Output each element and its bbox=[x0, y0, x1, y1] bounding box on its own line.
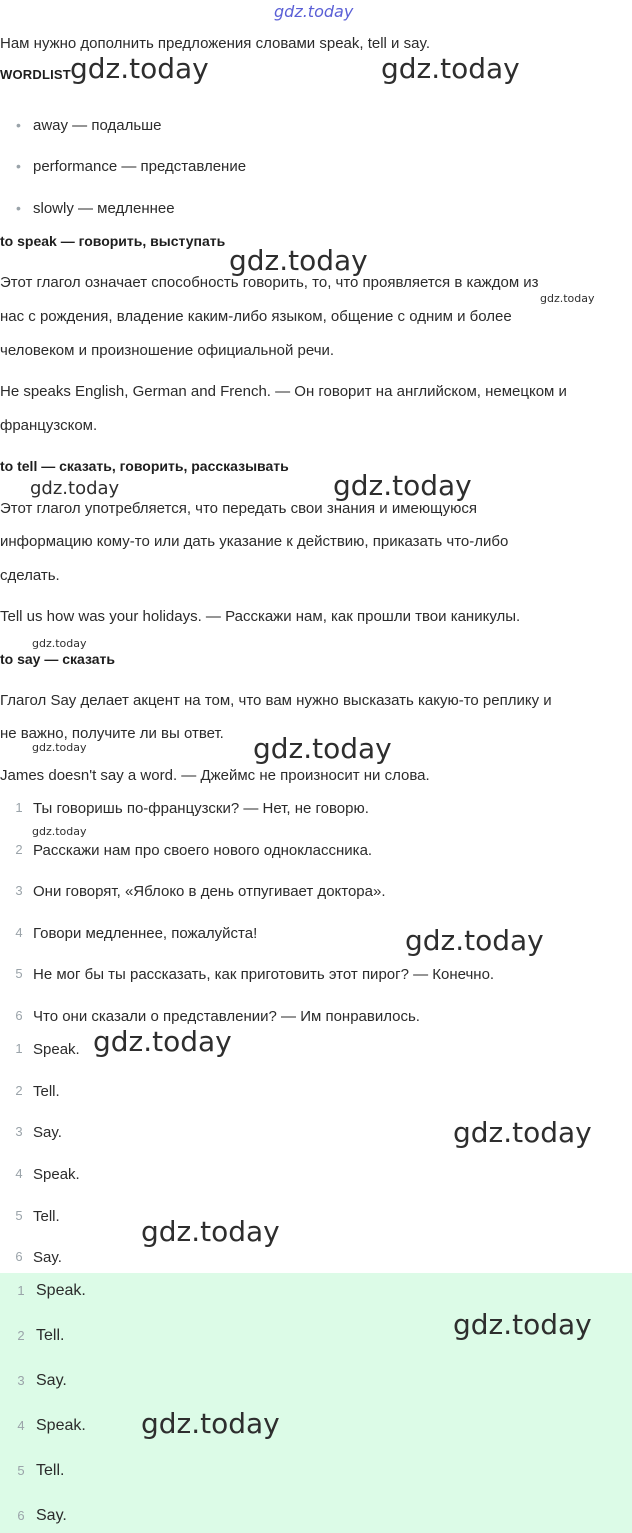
answer-text: Speak. bbox=[33, 1166, 80, 1183]
tell-heading: to tell — сказать, говорить, рассказывать bbox=[0, 458, 289, 474]
final-answer-number: 6 bbox=[17, 1508, 25, 1523]
watermark: gdz.today bbox=[32, 825, 87, 838]
watermark: gdz.today bbox=[141, 1407, 280, 1440]
answer-text: Tell. bbox=[33, 1208, 60, 1225]
sentence-text: Не мог бы ты рассказать, как приготовить этот пирог? — Конечно. bbox=[33, 966, 495, 983]
answer-number: 4 bbox=[15, 1166, 23, 1181]
final-answer-number: 5 bbox=[17, 1463, 25, 1478]
watermark: gdz.today bbox=[405, 924, 544, 957]
say-line: не важно, получите ли вы ответ. bbox=[0, 725, 224, 742]
tell-line: сделать. bbox=[0, 567, 60, 584]
wordlist-item: slowly — медленнее bbox=[33, 200, 175, 217]
answer-text: Say. bbox=[33, 1249, 62, 1266]
watermark: gdz.today bbox=[381, 52, 520, 85]
sentence-number: 4 bbox=[15, 925, 23, 940]
final-answer-text: Tell. bbox=[36, 1462, 65, 1479]
watermark: gdz.today bbox=[70, 52, 209, 85]
sentence-text: Говори медленнее, пожалуйста! bbox=[33, 925, 258, 942]
bullet-icon: • bbox=[16, 200, 21, 216]
final-answer-text: Speak. bbox=[36, 1282, 86, 1299]
answer-number: 1 bbox=[15, 1041, 23, 1056]
sentence-number: 1 bbox=[15, 800, 23, 815]
tell-example: Tell us how was your holidays. — Расскажи нам, как прошли твои каникулы. bbox=[0, 608, 521, 625]
watermark: gdz.today bbox=[32, 741, 87, 754]
sentence-text: Что они сказали о представлении? — Им понравилось. bbox=[33, 1008, 420, 1025]
final-answer-text: Tell. bbox=[36, 1327, 65, 1344]
bullet-icon: • bbox=[16, 158, 21, 174]
sentence-number: 3 bbox=[15, 883, 23, 898]
answer-number: 6 bbox=[15, 1249, 23, 1264]
answer-number: 5 bbox=[15, 1208, 23, 1223]
wordlist-item: away — подальше bbox=[33, 117, 162, 134]
answer-text: Say. bbox=[33, 1124, 62, 1141]
answer-number: 2 bbox=[15, 1083, 23, 1098]
watermark: gdz.today bbox=[141, 1215, 280, 1248]
watermark: gdz.today bbox=[253, 732, 392, 765]
sentence-text: Расскажи нам про своего нового одноклассника. bbox=[33, 842, 373, 859]
wordlist-item: performance — представление bbox=[33, 158, 247, 175]
watermark-top: gdz.today bbox=[274, 2, 354, 21]
speak-heading: to speak — говорить, выступать bbox=[0, 233, 226, 249]
sentence-text: Ты говоришь по-французски? — Нет, не говорю. bbox=[33, 800, 369, 817]
speak-example: He speaks English, German and French. — Он говорит на английском, немецком и bbox=[0, 383, 567, 400]
answer-number: 3 bbox=[15, 1124, 23, 1139]
tell-line: Этот глагол употребляется, что передать свои знания и имеющуюся bbox=[0, 500, 477, 517]
watermark: gdz.today bbox=[30, 478, 120, 499]
sentence-number: 6 bbox=[15, 1008, 23, 1023]
speak-line: нас с рождения, владение каким-либо языком, общение с одним и более bbox=[0, 308, 512, 325]
watermark: gdz.today bbox=[453, 1116, 592, 1149]
watermark: gdz.today bbox=[229, 244, 368, 277]
sentence-text: Они говорят, «Яблоко в день отпугивает доктора». bbox=[33, 883, 386, 900]
watermark: gdz.today bbox=[93, 1025, 232, 1058]
final-answer-number: 1 bbox=[17, 1283, 25, 1298]
say-heading: to say — сказать bbox=[0, 651, 116, 667]
watermark: gdz.today bbox=[32, 637, 87, 650]
speak-example: французском. bbox=[0, 417, 98, 434]
say-line: Глагол Say делает акцент на том, что вам нужно высказать какую-то реплику и bbox=[0, 692, 552, 709]
sentence-number: 5 bbox=[15, 966, 23, 981]
watermark: gdz.today bbox=[453, 1308, 592, 1341]
final-answer-text: Say. bbox=[36, 1372, 67, 1389]
answer-text: Tell. bbox=[33, 1083, 60, 1100]
watermark: gdz.today bbox=[333, 469, 472, 502]
final-answer-text: Say. bbox=[36, 1507, 67, 1524]
tell-line: информацию кому-то или дать указание к действию, приказать что-либо bbox=[0, 533, 509, 550]
final-answer-number: 3 bbox=[17, 1373, 25, 1388]
sentence-number: 2 bbox=[15, 842, 23, 857]
final-answer-text: Speak. bbox=[36, 1417, 86, 1434]
intro-text: Нам нужно дополнить предложения словами speak, tell и say. bbox=[0, 35, 430, 52]
speak-line: человеком и произношение официальной речи. bbox=[0, 342, 335, 359]
final-answer-number: 4 bbox=[17, 1418, 25, 1433]
say-example: James doesn't say a word. — Джеймс не произносит ни слова. bbox=[0, 767, 430, 784]
speak-line: Этот глагол означает способность говорить, то, что проявляется в каждом из bbox=[0, 274, 539, 291]
answer-text: Speak. bbox=[33, 1041, 80, 1058]
final-answer-number: 2 bbox=[17, 1328, 25, 1343]
watermark: gdz.today bbox=[540, 292, 595, 305]
bullet-icon: • bbox=[16, 117, 21, 133]
wordlist-title: WORDLIST bbox=[0, 67, 71, 82]
